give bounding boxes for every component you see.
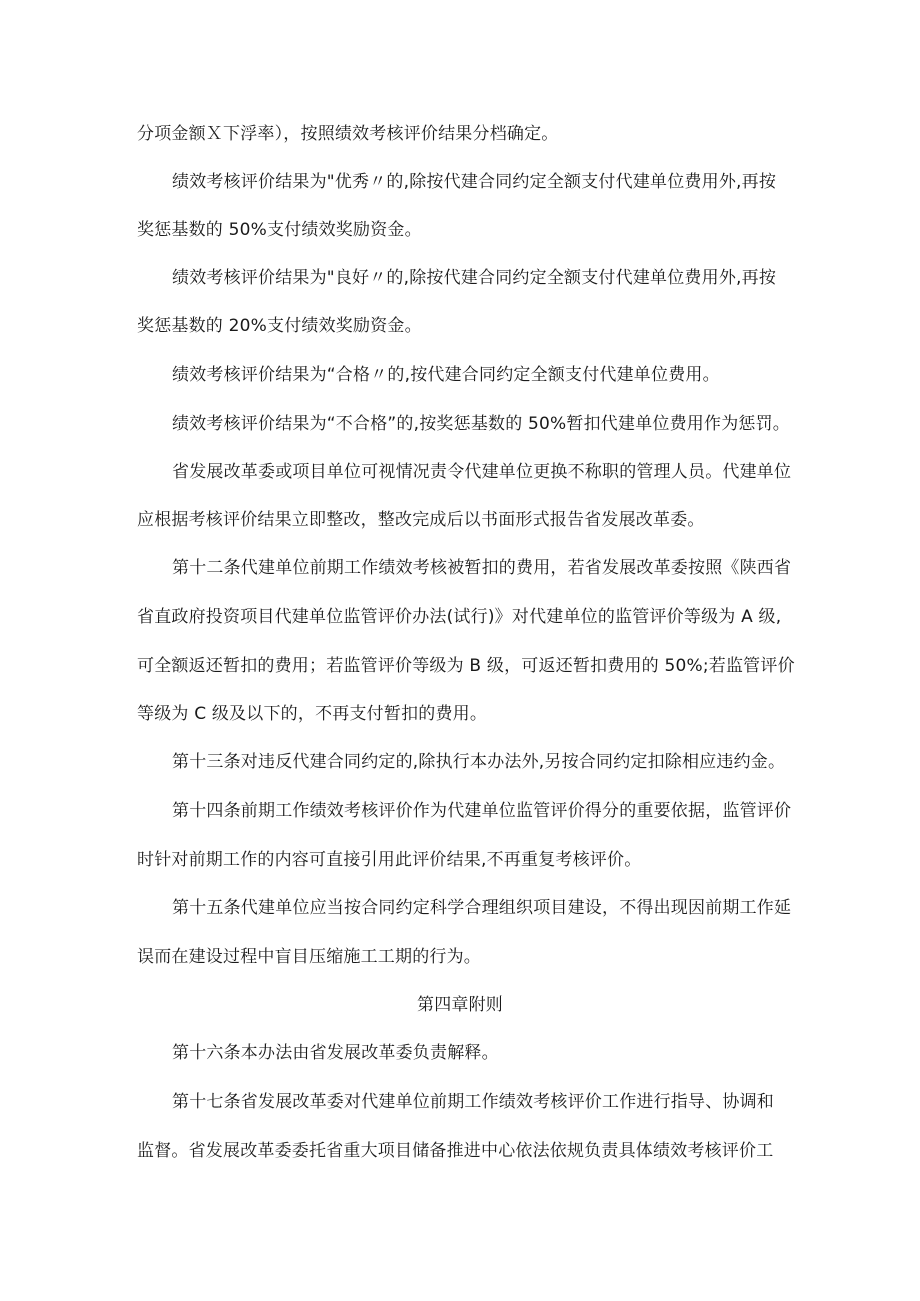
- paragraph-line: 省直政府投资项目代建单位监管评价办法(试行)》对代建单位的监管评价等级为 A 级,: [137, 607, 782, 627]
- paragraph-line: 监督。省发展改革委委托省重大项目储备推进中心依法依规负责具体绩效考核评价工: [137, 1141, 774, 1161]
- paragraph-line: 第十五条代建单位应当按合同约定科学合理组织项目建设，不得出现因前期工作延: [172, 898, 792, 918]
- paragraph-line: 省发展改革委或项目单位可视情况责令代建单位更换不称职的管理人员。代建单位: [172, 462, 792, 482]
- paragraph-line: 第十四条前期工作绩效考核评价作为代建单位监管评价得分的重要依据，监管评价: [172, 801, 792, 821]
- paragraph-line: 绩效考核评价结果为"优秀〃的,除按代建合同约定全额支付代建单位费用外,再按: [172, 172, 777, 192]
- paragraph-line: 误而在建设过程中盲目压缩施工工期的行为。: [137, 947, 481, 967]
- paragraph-line: 绩效考核评价结果为“合格〃的,按代建合同约定全额支付代建单位费用。: [172, 365, 720, 385]
- paragraph-line: 第十六条本办法由省发展改革委负责解释。: [172, 1043, 499, 1063]
- paragraph-line: 分项金额Ｘ下浮率），按照绩效考核评价结果分档确定。: [137, 124, 559, 144]
- paragraph-line: 奖惩基数的 50%支付绩效奖励资金。: [137, 220, 422, 240]
- paragraph-line: 奖惩基数的 20%支付绩效奖励资金。: [137, 316, 422, 336]
- paragraph-line: 第十七条省发展改革委对代建单位前期工作绩效考核评价工作进行指导、协调和: [172, 1092, 774, 1112]
- paragraph-line: 绩效考核评价结果为"良好〃的,除按代建合同约定全额支付代建单位费用外,再按: [172, 268, 777, 288]
- paragraph-line: 第十三条对违反代建合同约定的,除执行本办法外,另按合同约定扣除相应违约金。: [172, 752, 786, 772]
- chapter-heading: 第四章附则: [417, 995, 503, 1015]
- paragraph-line: 时针对前期工作的内容可直接引用此评价结果,不再重复考核评价。: [137, 850, 642, 870]
- paragraph-line: 可全额返还暂扣的费用；若监管评价等级为 B 级，可返还暂扣费用的 50%;若监管评价: [137, 656, 795, 676]
- paragraph-line: 第十二条代建单位前期工作绩效考核被暂扣的费用，若省发展改革委按照《陕西省: [172, 558, 792, 578]
- paragraph-line: 绩效考核评价结果为“不合格”的,按奖惩基数的 50%暂扣代建单位费用作为惩罚。: [172, 414, 791, 434]
- paragraph-line: 应根据考核评价结果立即整改，整改完成后以书面形式报告省发展改革委。: [137, 510, 705, 530]
- paragraph-line: 等级为 C 级及以下的，不再支付暂扣的费用。: [137, 704, 488, 724]
